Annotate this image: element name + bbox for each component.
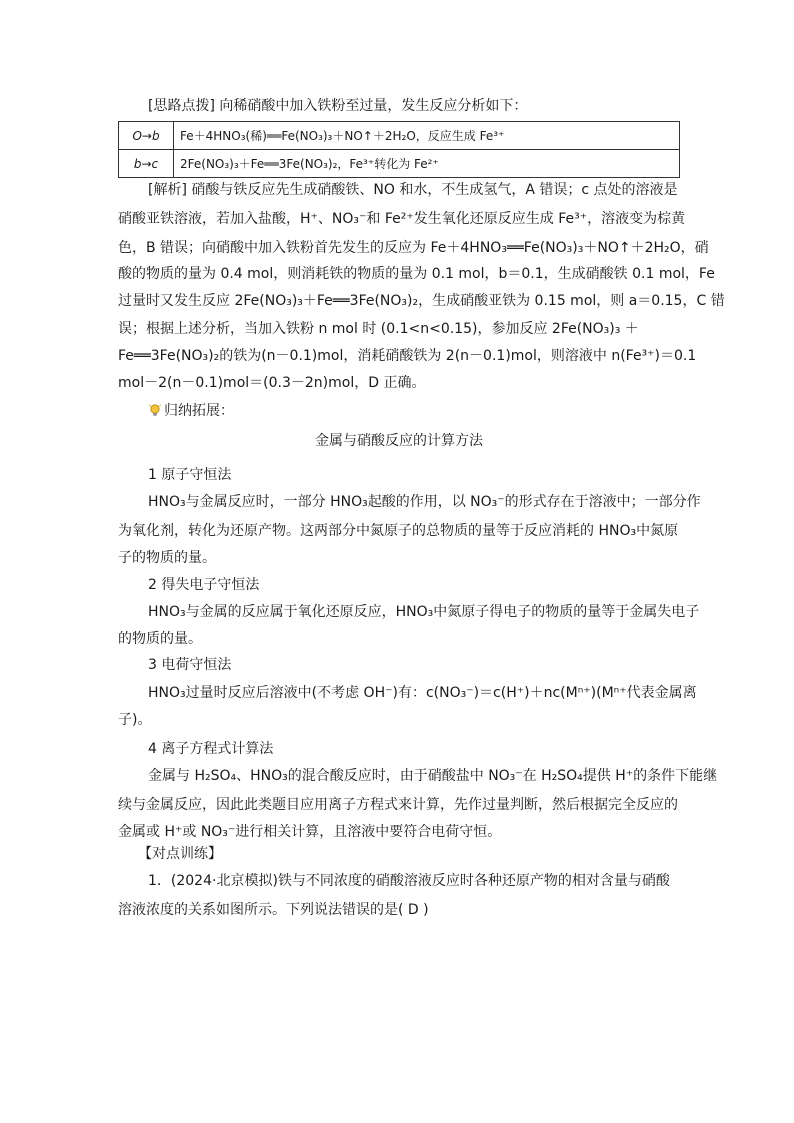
method-title: 1 原子守恒法 bbox=[148, 467, 232, 483]
hint-line: [思路点拨] 向稀硝酸中加入铁粉至过量，发生反应分析如下： bbox=[148, 98, 528, 114]
method-text-line: 为氧化剂，转化为还原产物。这两部分中氮原子的总物质的量等于反应消耗的 HNO₃中氮原 bbox=[118, 523, 679, 539]
reaction-table bbox=[118, 121, 680, 178]
analysis-line: 误；根据上述分析，当加入铁粉 n mol 时 (0.1<n<0.15)，参加反应 2Fe(NO₃)₃ ＋ bbox=[118, 321, 639, 337]
method-title: 4 离子方程式计算法 bbox=[148, 741, 274, 757]
method-text-line: 的物质的量。 bbox=[118, 631, 202, 647]
method-text-line: 金属与 H₂SO₄、HNO₃的混合酸反应时，由于硝酸盐中 NO₃⁻在 H₂SO₄提供 H⁺的条件下能继 bbox=[148, 768, 718, 784]
summary-label: 归纳拓展： bbox=[164, 403, 234, 419]
table-row bbox=[119, 122, 680, 150]
method-text-line: HNO₃与金属反应时，一部分 HNO₃起酸的作用，以 NO₃⁻的形式存在于溶液中；一部分作 bbox=[148, 494, 701, 510]
summary-heading bbox=[148, 402, 234, 420]
method-title: 2 得失电子守恒法 bbox=[148, 577, 260, 593]
table-row bbox=[119, 150, 680, 178]
analysis-line: [解析] 硝酸与铁反应先生成硝酸铁、NO 和水，不生成氢气，A 错误；c 点处的溶液是 bbox=[148, 182, 678, 198]
analysis-line: mol－2(n－0.1)mol＝(0.3－2n)mol，D 正确。 bbox=[118, 375, 426, 391]
analysis-line: 硝酸亚铁溶液，若加入盐酸，H⁺、NO₃⁻和 Fe²⁺发生氧化还原反应生成 Fe³⁺，溶液变为棕黄 bbox=[118, 211, 686, 227]
question-line: 1．(2024·北京模拟)铁与不同浓度的硝酸溶液反应时各种还原产物的相对含量与硝酸 bbox=[148, 873, 670, 889]
table-value: Fe＋4HNO₃(稀)══Fe(NO₃)₃＋NO↑＋2H₂O，反应生成 Fe³⁺ bbox=[174, 122, 680, 150]
analysis-line: 色，B 错误；向硝酸中加入铁粉首先发生的反应为 Fe＋4HNO₃══Fe(NO₃)₃＋NO↑＋2H₂O，硝 bbox=[118, 240, 709, 256]
method-title: 3 电荷守恒法 bbox=[148, 657, 232, 673]
table-value: 2Fe(NO₃)₃＋Fe══3Fe(NO₃)₂，Fe³⁺转化为 Fe²⁺ bbox=[174, 150, 680, 178]
method-text-line: 续与金属反应，因此此类题目应用离子方程式来计算，先作过量判断，然后根据完全反应的 bbox=[118, 797, 678, 813]
analysis-line: 过量时又发生反应 2Fe(NO₃)₃＋Fe══3Fe(NO₃)₂，生成硝酸亚铁为 0.15 mol，则 a＝0.15，C 错 bbox=[118, 293, 725, 309]
method-text-line: 子)。 bbox=[118, 712, 152, 728]
analysis-line: 酸的物质的量为 0.4 mol，则消耗铁的物质的量为 0.1 mol，b＝0.1，生成硝酸铁 0.1 mol，Fe bbox=[118, 266, 715, 282]
method-text-line: HNO₃过量时反应后溶液中(不考虑 OH⁻)有：c(NO₃⁻)＝c(H⁺)＋nc(Mⁿ⁺)(Mⁿ⁺代表金属离 bbox=[148, 685, 697, 701]
practice-label: 【对点训练】 bbox=[138, 846, 222, 862]
question-line: 溶液浓度的关系如图所示。下列说法错误的是( D ) bbox=[118, 902, 429, 918]
section-title: 金属与硝酸反应的计算方法 bbox=[315, 433, 483, 449]
table-key: b→c bbox=[119, 150, 174, 178]
analysis-line: Fe══3Fe(NO₃)₂的铁为(n－0.1)mol，消耗硝酸铁为 2(n－0.1)mol，则溶液中 n(Fe³⁺)＝0.1 bbox=[118, 348, 697, 364]
method-text-line: HNO₃与金属的反应属于氧化还原反应，HNO₃中氮原子得电子的物质的量等于金属失电子 bbox=[148, 604, 700, 620]
lightbulb-icon bbox=[148, 403, 162, 417]
method-text-line: 子的物质的量。 bbox=[118, 550, 216, 566]
method-text-line: 金属或 H⁺或 NO₃⁻进行相关计算，且溶液中要符合电荷守恒。 bbox=[118, 824, 502, 840]
table-key: O→b bbox=[119, 122, 174, 150]
